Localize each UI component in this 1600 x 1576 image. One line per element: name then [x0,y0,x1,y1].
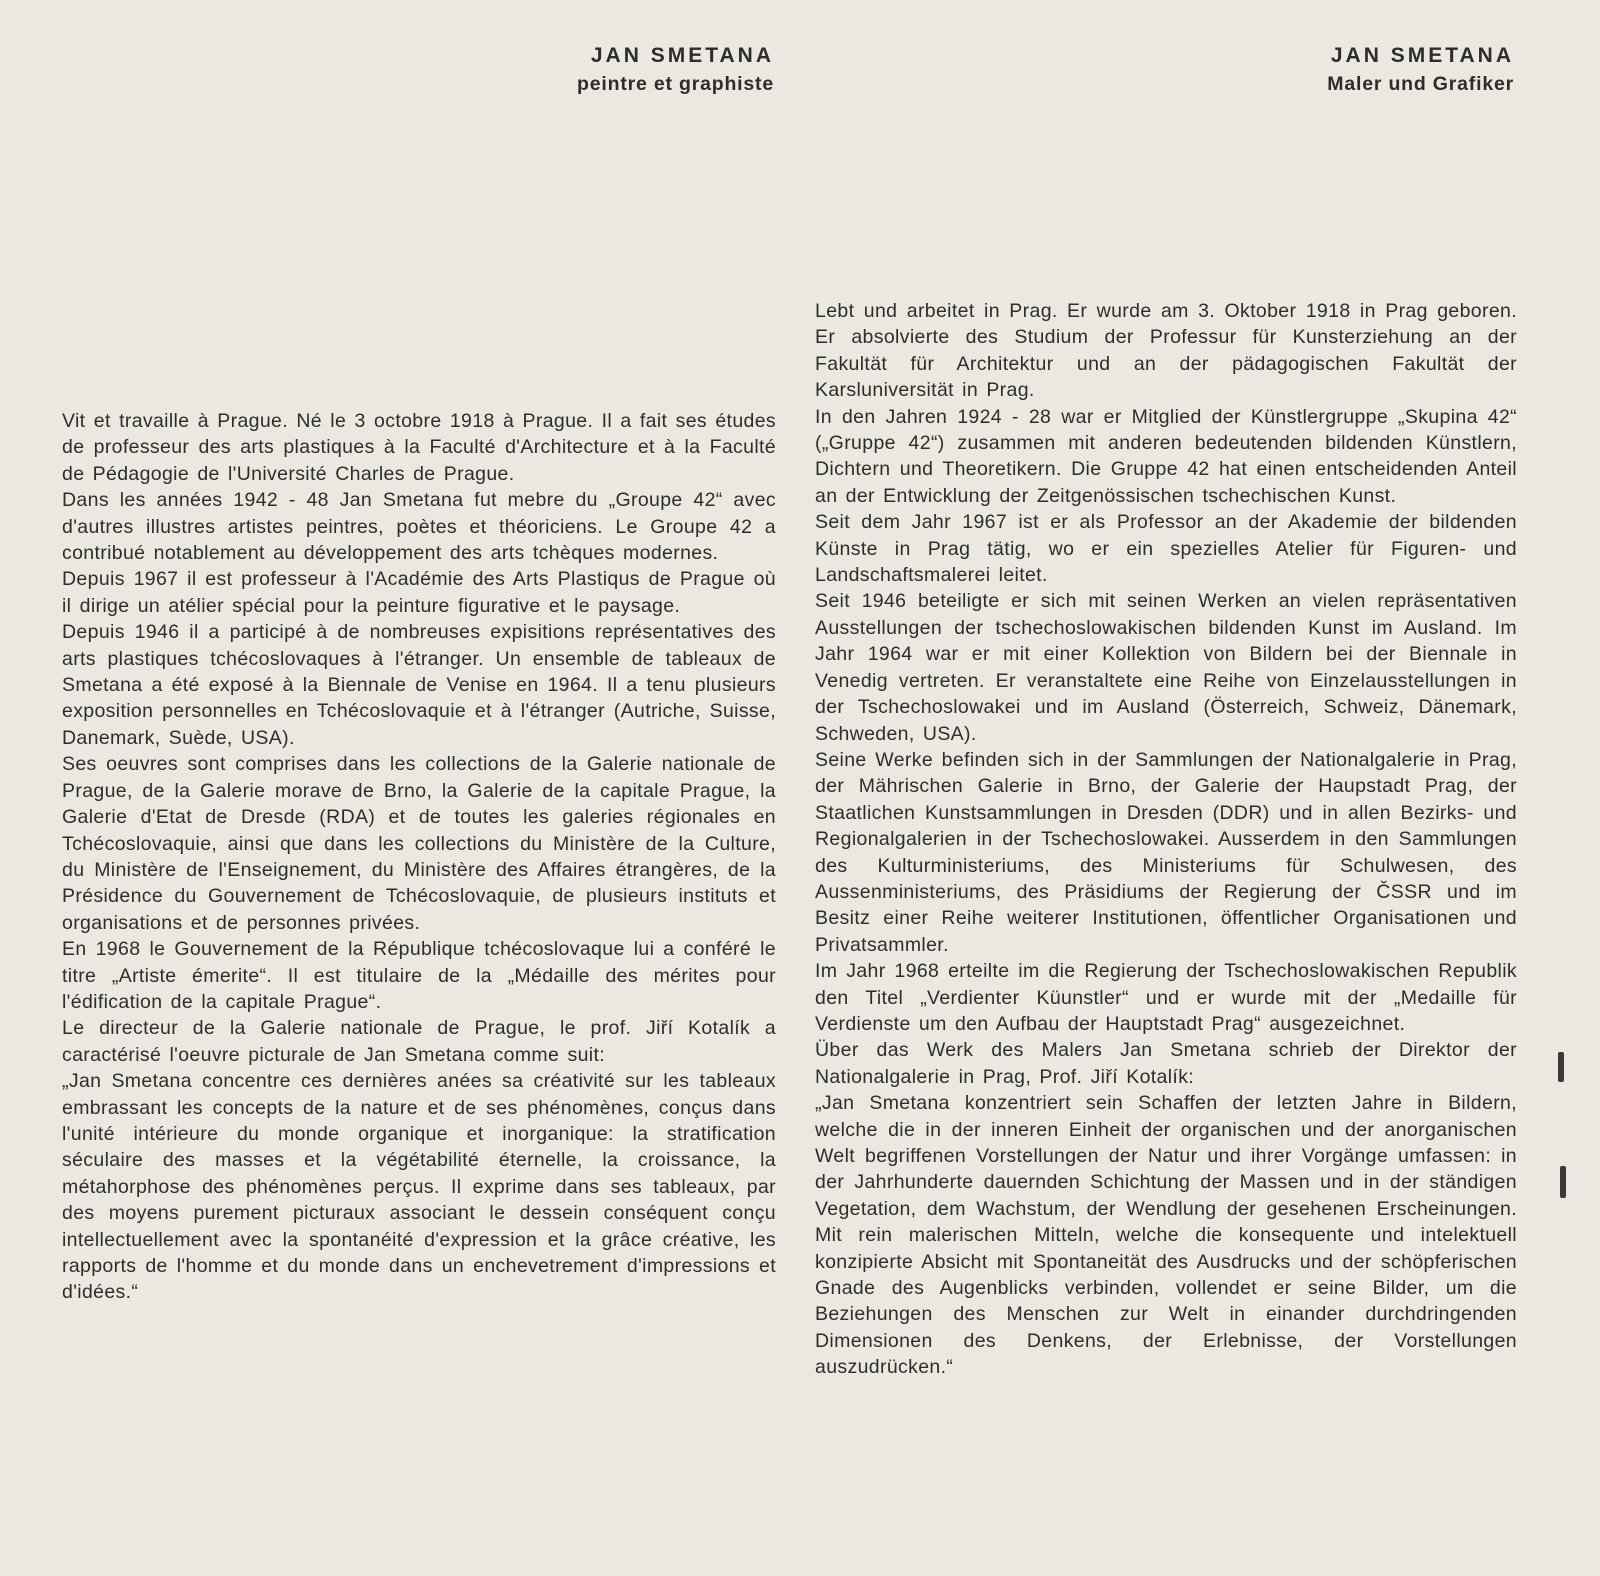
paragraph: Le directeur de la Galerie nationale de Prague, le prof. Jiří Kotalík a caractérisé l'oeuvre picturale de Jan Smetana comme suit: [62,1017,776,1066]
paragraph: Dans les années 1942 - 48 Jan Smetana fut mebre du „Groupe 42“ avec d'autres illustres artistes peintres, poètes et théoriciens. Le Groupe 42 a contribué notablement au développement des arts tchèques modernes. [62,489,776,565]
paragraph: Vit et travaille à Prague. Né le 3 octobre 1918 à Prague. Il a fait ses études de professeur des arts plastiques à la Faculté d'Architecture et à la Faculté de Pédagogie de l'Université Charles de Prague. [62,410,776,485]
paragraph: Lebt und arbeitet in Prag. Er wurde am 3. Oktober 1918 in Prag geboren. Er absolvierte des Studium der Professur für Kunsterziehung an der Fakultät für Architektur und an der pädagogischen Fakultät der Karsluniversität in Prag. [815,300,1517,402]
paragraph: En 1968 le Gouvernement de la République tchécoslovaque lui a conféré le titre „Artiste émerite“. Il est titulaire de la „Médaille des mérites pour l'édification de la capitale Prague“. [62,938,776,1013]
paragraph: Im Jahr 1968 erteilte im die Regierung der Tschechoslowakischen Republik den Titel „Verdienter Küunstler“ und er wurde mit der „Medaille für Verdienste um den Aufbau der Hauptstadt Prag“ ausgezeichnet. [815,960,1517,1035]
artist-role-de: Maler und Grafiker [1327,73,1514,95]
french-column-header [577,42,774,98]
paragraph: Seit 1946 beteiligte er sich mit seinen Werken an vielen repräsentativen Ausstellungen der tschechoslowakischen bildenden Kunst im Ausland. Im Jahr 1964 war er mit einer Kollektion von Bildern bei der Biennale in Venedig vertreten. Er veranstaltete eine Reihe von Einzelausstellungen in der Tschechoslowakei und im Ausland (Österreich, Schweiz, Dänemark, Schweden, USA). [815,590,1517,745]
artist-name-de: JAN SMETANA [1330,44,1514,67]
paragraph: Seine Werke befinden sich in der Sammlungen der Nationalgalerie in Prag, der Mährischen Galerie in Brno, der Galerie der Haupstadt Prag, der Staatlichen Kunstsammlungen in Dresden (DDR) und in allen Bezirks- und Regionalgalerien in der Tschechoslowakei. Ausserdem in den Sammlungen des Kulturministeriums, des Ministeriums für Schulwesen, des Aussenministeriums, des Präsidiums der Regierung der ČSSR und im Besitz einer Reihe weiterer Institutionen, öffentlicher Organisationen und Privatsammler. [815,748,1517,956]
paragraph: „Jan Smetana concentre ces dernières anées sa créativité sur les tableaux embrassant les concepts de la nature et de ses phénomènes, conçus dans l'unité intérieure du monde organique et inorganique: la stratification séculaire des masses et la végétabilité éternelle, la croissance, la métahorphose des phénomènes perçus. Il exprime dans ses tableaux, par des moyens purement picturaux associant le dessein conséquent conçu intellectuellement avec la spontanéité d'expression et la grâce créative, les rapports de l'homme et du monde dans un enchevetrement d'impressions et d'idées.“ [62,1070,776,1304]
paragraph: „Jan Smetana konzentriert sein Schaffen der letzten Jahre in Bildern, welche die in der inneren Einheit der organischen und der anorganischen Welt begriffenen Vorstellungen der Natur und ihrer Vorgänge umfassen: in der Jahrhunderte dauernden Schichtung der Massen und in der ständigen Vegetation, dem Wachstum, der Wendlung der gesehenen Erscheinungen. Mit rein malerischen Mitteln, welche die konsequente und intelektuell konzipierte Absicht mit Spontaneität des Ausdrucks und der schöpferischen Gnade des Augenblicks verbinden, vollendet er seine Bilder, um die Beziehungen des Menschen zur Welt in einander durchdringenden Dimensionen des Denkens, der Erlebnisse, der Vorstellungen auszudrücken.“ [815,1092,1517,1379]
paragraph: Depuis 1967 il est professeur à l'Académie des Arts Plastiqus de Prague où il dirige un atélier spécial pour la peinture figurative et le paysage. [62,568,776,617]
german-text-column [815,298,1517,1381]
artist-role-fr: peintre et graphiste [577,73,774,95]
paragraph: Über das Werk des Malers Jan Smetana schrieb der Direktor der Nationalgalerie in Prag, Prof. Jiří Kotalík: [815,1039,1517,1088]
french-text-column [62,408,776,1306]
paragraph: Seit dem Jahr 1967 ist er als Professor an der Akademie der bildenden Künste in Prag tätig, wo er ein spezielles Atelier für Figuren- und Landschaftsmalerei leitet. [815,511,1517,587]
artist-name-fr: JAN SMETANA [590,44,774,67]
scan-artifact [1558,1052,1564,1082]
paragraph: In den Jahren 1924 - 28 war er Mitglied der Künstlergruppe „Skupina 42“ („Gruppe 42“) zusammen mit anderen bedeutenden bildenden Künstlern, Dichtern und Theoretikern. Die Gruppe 42 hat einen entscheidenden Anteil an der Entwicklung der Zeitgenössischen tschechischen Kunst. [815,405,1517,507]
german-column-header [1327,42,1514,98]
scan-artifact [1560,1166,1566,1198]
paragraph: Depuis 1946 il a participé à de nombreuses expisitions représentatives des arts plastiques tchécoslovaques à l'étranger. Un ensemble de tableaux de Smetana a été exposé à la Biennale de Venise en 1964. Il a tenu plusieurs exposition personnelles en Tchécoslovaquie et à l'étranger (Autriche, Suisse, Danemark, Suède, USA). [62,621,776,749]
paragraph: Ses oeuvres sont comprises dans les collections de la Galerie nationale de Prague, de la Galerie morave de Brno, la Galerie de la capitale Prague, la Galerie d'Etat de Dresde (RDA) et de toutes les galeries régionales en Tchécoslovaquie, ainsi que dans les collections du Ministère de la Culture, du Ministère de l'Enseignement, du Ministère des Affaires étrangères, de la Présidence du Gouvernement de Tchécoslovaquie, de plusieurs instituts et organisations et de personnes privées. [62,753,776,934]
